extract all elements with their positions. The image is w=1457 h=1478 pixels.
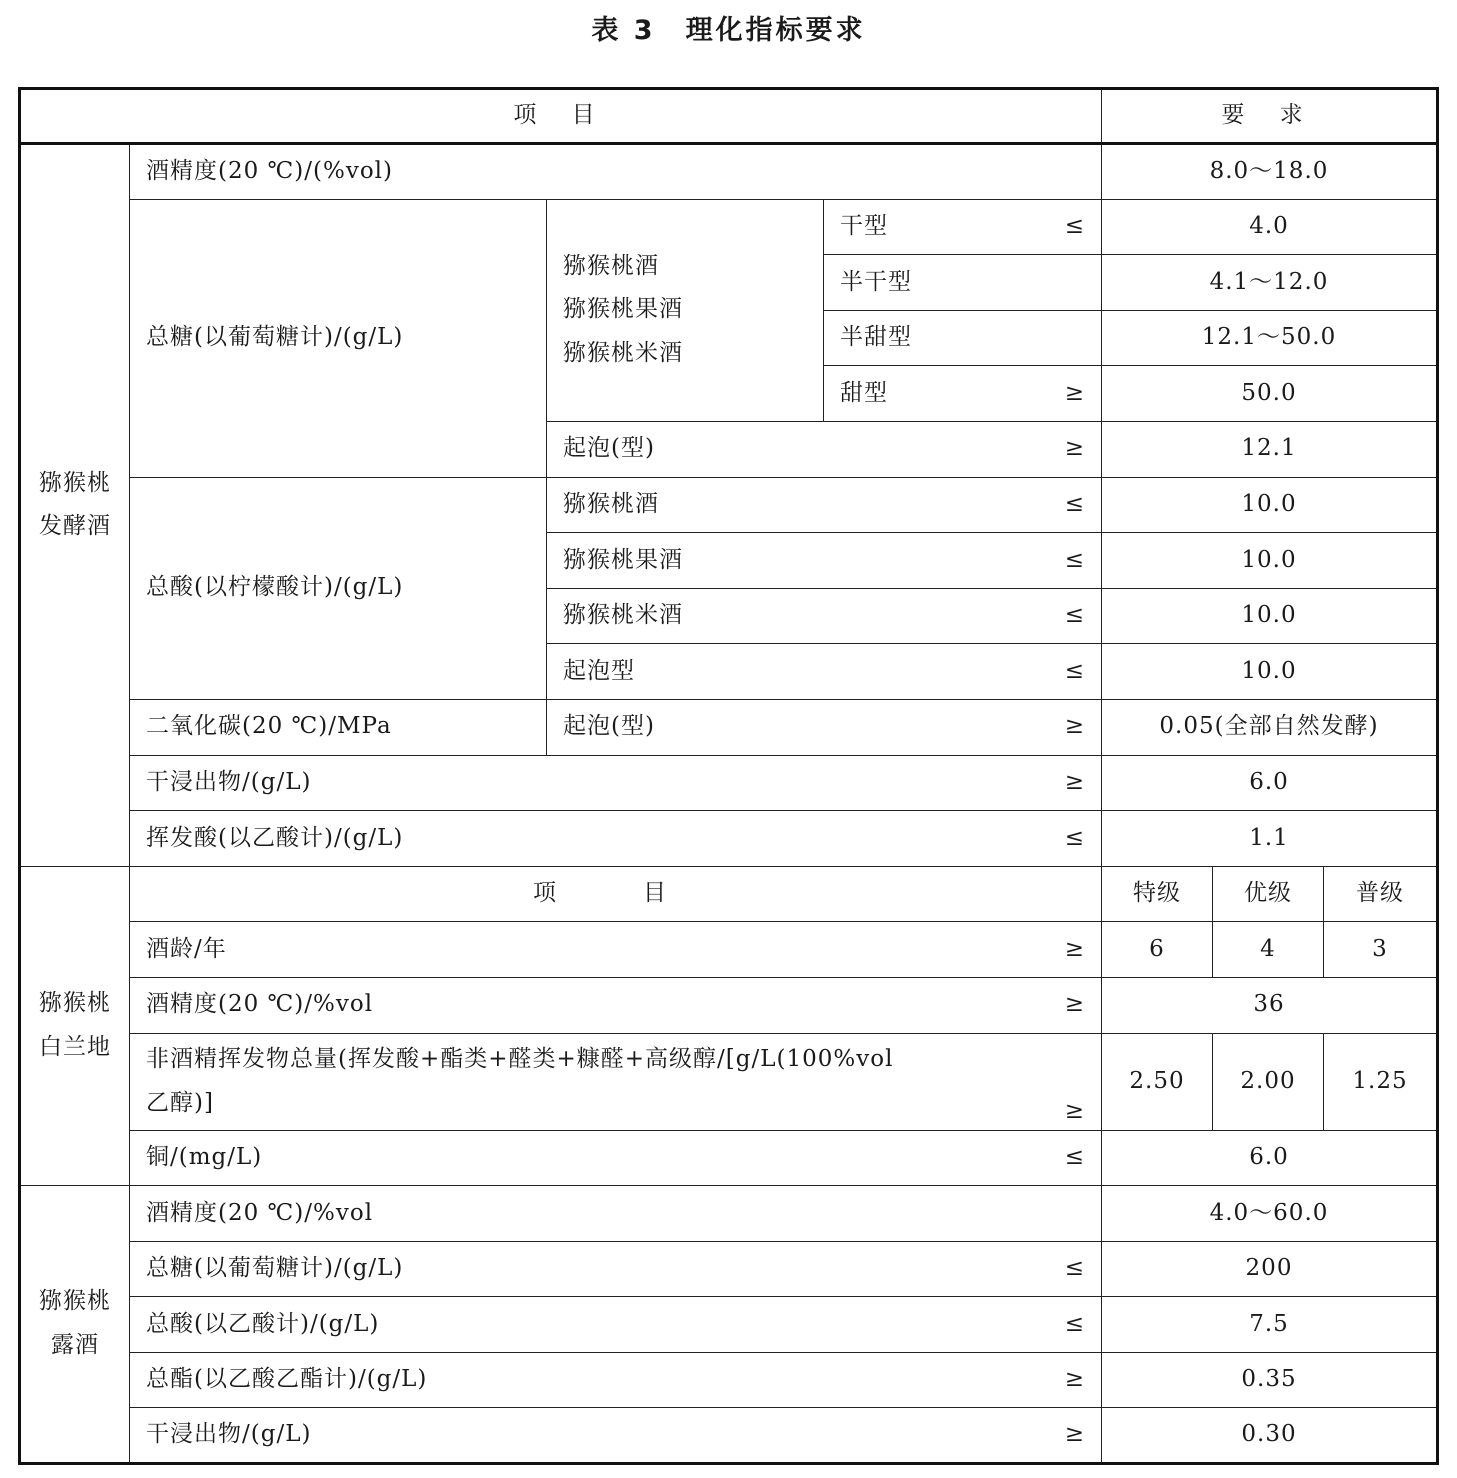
- spirit-cell: 酒精度(20 ℃)/%vol: [130, 1186, 1102, 1242]
- row-value: 4.0～60.0: [1102, 1186, 1438, 1242]
- row-value: 0.05(全部自然发酵): [1102, 699, 1438, 755]
- sugar-type-cell: 干型 ≤: [824, 199, 1102, 255]
- row-value: 7.5: [1102, 1297, 1438, 1353]
- grade-premium: 优级: [1213, 866, 1324, 922]
- row-value: 1.25: [1324, 1033, 1438, 1130]
- age-cell: 酒龄/年 ≥: [130, 922, 1102, 978]
- row-value: 10.0: [1102, 533, 1438, 589]
- row-value: 2.50: [1102, 1033, 1213, 1130]
- table-header-row: [20, 89, 1438, 144]
- volatile-cell: 挥发酸(以乙酸计)/(g/L) ≤: [130, 811, 1102, 867]
- table-row: [20, 922, 1438, 978]
- nonalcohol-volatiles-cell: 非酒精挥发物总量(挥发酸+酯类+醛类+糠醛+高级醇/[g/L(100%vol 乙醇)] ≥: [130, 1033, 1102, 1130]
- row-value: 12.1: [1102, 421, 1438, 477]
- row-label: 酒精度(20 ℃)/(%vol): [130, 144, 1102, 200]
- physicochemical-table: [18, 87, 1439, 1465]
- copper-cell: 铜/(mg/L) ≤: [130, 1130, 1102, 1186]
- table-row: [20, 811, 1438, 867]
- row-value: 50.0: [1102, 366, 1438, 422]
- table-row: [20, 144, 1438, 200]
- row-value: 8.0～18.0: [1102, 144, 1438, 200]
- header-item: 项 目: [20, 89, 1102, 144]
- acid-type-cell: 猕猴桃果酒 ≤: [547, 533, 1102, 589]
- sugar-type-cell: 半干型: [824, 255, 1102, 311]
- category-ferment: 猕猴桃 发酵酒: [20, 144, 130, 867]
- table-row: [20, 977, 1438, 1033]
- header-requirement: 要 求: [1102, 89, 1438, 144]
- co2-label: 二氧化碳(20 ℃)/MPa: [130, 699, 547, 755]
- table-row: [20, 477, 1438, 533]
- table-row: [20, 699, 1438, 755]
- row-value: 1.1: [1102, 811, 1438, 867]
- brandy-header-item: 项 目: [130, 866, 1102, 922]
- grade-standard: 普级: [1324, 866, 1438, 922]
- sugar-type-cell: 甜型 ≥: [824, 366, 1102, 422]
- row-value: 10.0: [1102, 588, 1438, 644]
- table-row: [20, 1241, 1438, 1297]
- acid-type-cell: 猕猴桃酒 ≤: [547, 477, 1102, 533]
- table-row: [20, 199, 1438, 255]
- row-value: 4.1～12.0: [1102, 255, 1438, 311]
- spirit-cell: 总糖(以葡萄糖计)/(g/L) ≤: [130, 1241, 1102, 1297]
- extract-cell: 干浸出物/(g/L) ≥: [130, 755, 1102, 811]
- row-value: 3: [1324, 922, 1438, 978]
- table-caption: 表 3 理化指标要求: [591, 15, 866, 46]
- row-value: 2.00: [1213, 1033, 1324, 1130]
- spirit-cell: 干浸出物/(g/L) ≥: [130, 1408, 1102, 1464]
- table-row: [20, 755, 1438, 811]
- table-row: [20, 1186, 1438, 1242]
- row-value: 36: [1102, 977, 1438, 1033]
- row-value: 10.0: [1102, 644, 1438, 700]
- row-value: 0.30: [1102, 1408, 1438, 1464]
- brandy-alcohol-cell: 酒精度(20 ℃)/%vol ≥: [130, 977, 1102, 1033]
- table-row: [20, 866, 1438, 922]
- row-value: 4.0: [1102, 199, 1438, 255]
- row-value: 6: [1102, 922, 1213, 978]
- row-value: 4: [1213, 922, 1324, 978]
- acid-type-cell: 起泡型 ≤: [547, 644, 1102, 700]
- row-value: 0.35: [1102, 1352, 1438, 1408]
- sugar-type-cell: 半甜型: [824, 310, 1102, 366]
- table-row: [20, 1033, 1438, 1130]
- row-value: 6.0: [1102, 1130, 1438, 1186]
- grade-special: 特级: [1102, 866, 1213, 922]
- sugar-label: 总糖(以葡萄糖计)/(g/L): [130, 199, 547, 477]
- row-value: 10.0: [1102, 477, 1438, 533]
- acid-type-cell: 猕猴桃米酒 ≤: [547, 588, 1102, 644]
- table-row: [20, 1408, 1438, 1464]
- sugar-sparkling-cell: 起泡(型) ≥: [547, 421, 1102, 477]
- category-brandy: 猕猴桃 白兰地: [20, 866, 130, 1185]
- category-spirit: 猕猴桃 露酒: [20, 1186, 130, 1464]
- acid-label: 总酸(以柠檬酸计)/(g/L): [130, 477, 547, 699]
- spirit-cell: 总酯(以乙酸乙酯计)/(g/L) ≥: [130, 1352, 1102, 1408]
- table-row: [20, 1297, 1438, 1353]
- row-value: 200: [1102, 1241, 1438, 1297]
- table-row: [20, 1352, 1438, 1408]
- sugar-wine-types: 猕猴桃酒 猕猴桃果酒 猕猴桃米酒: [547, 199, 824, 421]
- row-value: 12.1～50.0: [1102, 310, 1438, 366]
- table-row: [20, 1130, 1438, 1186]
- row-value: 6.0: [1102, 755, 1438, 811]
- spirit-cell: 总酸(以乙酸计)/(g/L) ≤: [130, 1297, 1102, 1353]
- co2-type-cell: 起泡(型) ≥: [547, 699, 1102, 755]
